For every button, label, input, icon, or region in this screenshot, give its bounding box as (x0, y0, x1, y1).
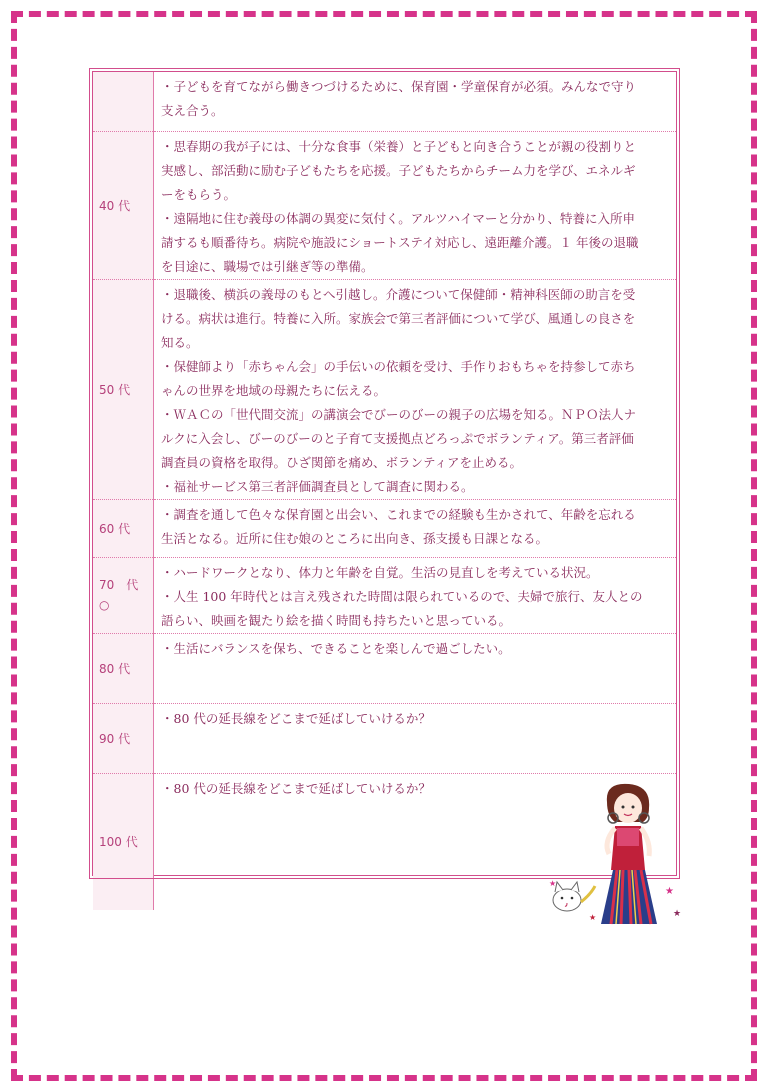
text-line: 調査員の資格を取得。ひざ関節を痛め、ボランティアを止める。 (161, 454, 523, 470)
age-label: 90 代 (93, 703, 154, 773)
girl-and-cat-illustration (545, 782, 685, 928)
text-line: ・思春期の我が子には、十分な食事（栄養）と子どもと向き合うことが親の役割りと (161, 138, 637, 154)
row-content (154, 72, 677, 131)
text-line: 支え合う。 (161, 103, 224, 118)
row-content (154, 557, 677, 633)
age-label (93, 72, 154, 131)
text-line: ・保健師より「赤ちゃん会」の手伝いの依頼を受け、手作りおもちゃを持参して赤ち (161, 358, 636, 374)
text-line: 語らい、映画を観たり絵を描く時間も持ちたいと思っている。 (161, 612, 512, 628)
text-line: ・遠隔地に住む義母の体調の異変に気付く。アルツハイマーと分かり、特養に入所申 (161, 210, 636, 226)
text-line: ・退職後、横浜の義母のもとへ引越し。介護について保健師・精神科医師の助言を受 (161, 286, 636, 302)
row-content (154, 279, 677, 499)
table-row (93, 72, 676, 131)
row-content (154, 633, 677, 703)
text-line: 実感し、部活動に励む子どもたちを応援。子どもたちからチーム力を学び、エネルギ (161, 162, 636, 178)
age-label: 80 代 (93, 633, 154, 703)
text-line: ・調査を通して色々な保育園と出会い、これまでの経験も生かされて、年齢を忘れる (161, 506, 636, 522)
text-line: ・生活にバランスを保ち、できることを楽しんで過ごしたい。 (161, 640, 511, 656)
svg-text:★: ★ (589, 913, 597, 922)
text-line: ・ＷＡＣの「世代間交流」の講演会でびーのびーの親子の広場を知る。ＮＰＯ法人ナ (161, 406, 637, 422)
life-plan-table (92, 71, 677, 876)
text-line: を目途に、職場では引継ぎ等の準備。 (161, 258, 374, 274)
age-label: 70 代 ○ (93, 557, 154, 633)
svg-text:★: ★ (549, 879, 557, 888)
row-content (154, 499, 677, 557)
text-line: 生活となる。近所に住む娘のところに出向き、孫支援も日課となる。 (161, 530, 549, 546)
table-row (93, 703, 676, 773)
text-line: ・80 代の延長線をどこまで延ばしていけるか？ (161, 710, 431, 726)
age-label: 40 代 (93, 131, 154, 279)
text-line: ・子どもを育てながら働きつづけるために、保育園・学童保育が必須。みんなで守り (161, 79, 637, 94)
age-label: 60 代 (93, 499, 154, 557)
table-row (93, 131, 676, 279)
text-line: ルクに入会し、びーのびーのと子育て支援拠点どろっぷでボランティア。第三者評価 (161, 430, 634, 446)
text-line: 知る。 (161, 334, 199, 350)
table-row (93, 279, 676, 499)
svg-text:★: ★ (665, 886, 674, 897)
text-line: ・人生 100 年時代とは言え残された時間は限られているので、夫婦で旅行、友人との (161, 588, 643, 604)
svg-text:★: ★ (673, 909, 682, 919)
table-row (93, 499, 676, 557)
table-row (93, 633, 676, 703)
text-line: ・福祉サービス第三者評価調査員として調査に関わる。 (161, 478, 474, 494)
table-row (93, 557, 676, 633)
text-line: 請するも順番待ち。病院や施設にショートステイ対応し、遠距離介護。１ 年後の退職 (161, 234, 639, 250)
row-content (154, 703, 677, 773)
text-line: ける。病状は進行。特養に入所。家族会で第三者評価について学び、風通しの良さを (161, 310, 636, 326)
text-line: ゃんの世界を地域の母親たちに伝える。 (161, 382, 387, 398)
age-label: 50 代 (93, 279, 154, 499)
text-line: ・80 代の延長線をどこまで延ばしていけるか？ (161, 780, 431, 796)
age-label: 100 代 (93, 773, 154, 910)
text-line: ・ハードワークとなり、体力と年齢を自覚。生活の見直しを考えている状況。 (161, 564, 599, 580)
text-line: ーをもらう。 (161, 186, 237, 202)
row-content (154, 131, 677, 279)
